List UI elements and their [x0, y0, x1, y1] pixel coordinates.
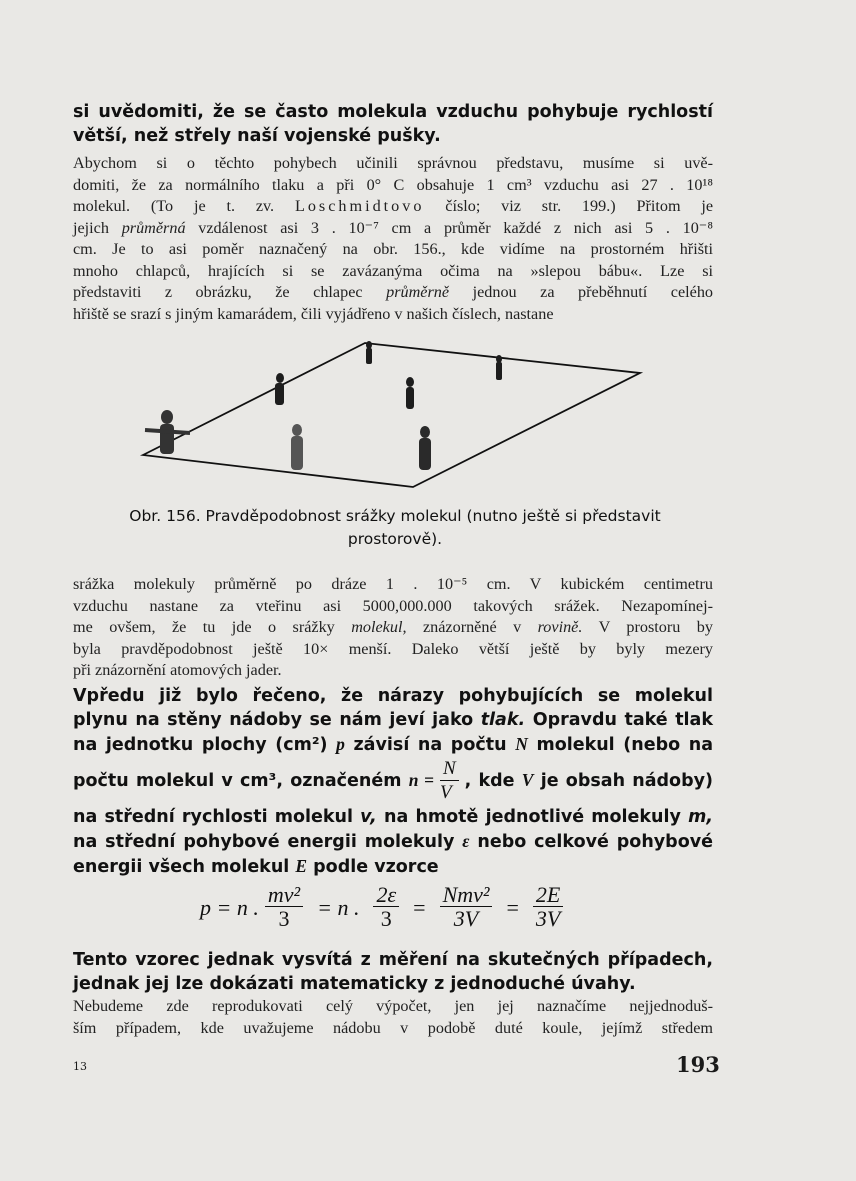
blindfolded-child [145, 410, 190, 454]
loschmidt-name: Loschmidtovo [294, 197, 425, 215]
text-line: vzduchu nastane za vteřinu asi 5000,000.000 takových srážek. Nezapomínej- [73, 596, 713, 615]
emphasis: tlak. [480, 710, 526, 730]
emphasis: m, [688, 806, 713, 827]
fraction-denominator: 3 [380, 906, 392, 931]
text-line [73, 854, 713, 879]
text-run: energii všech molekul [73, 856, 290, 877]
text-line [73, 829, 713, 854]
text-line: ším případem, kde uvažujeme nádobu v podobě duté koule, jejímž středem [73, 1018, 713, 1037]
fraction-numerator: N [440, 758, 459, 781]
text-line [73, 805, 713, 829]
math-variable: ε [462, 830, 470, 851]
text-line: srážka molekuly průměrně po dráze 1 . 10⁻⁵ cm. V kubickém centimetru [73, 575, 713, 593]
text-line: cm. Je to asi poměr naznačený na obr. 156., kde vidíme na prostorném hřišti [73, 240, 713, 258]
text-line [73, 708, 713, 732]
text-run: na hmotě jednotlivé molekuly [384, 806, 681, 827]
text-run: Opravdu také tlak [532, 710, 714, 730]
text-run: znázorněné v [422, 618, 522, 636]
child-figure [419, 426, 431, 470]
text-line [73, 196, 713, 218]
text-line: mnoho chlapců, hrajících si se zavázanýma očima na »slepou bábu«. Lze si [73, 261, 713, 280]
text-run: na střední pohybové energii molekuly [73, 831, 455, 852]
text-line: Tento vzorec jednak vysvítá z měření na skutečných případech, [73, 950, 713, 970]
formula-lhs: p = n . [200, 894, 259, 920]
emphasis: průměrná [121, 218, 186, 237]
printer-signature: 13 [73, 1060, 87, 1073]
paragraph-formula-proof [73, 948, 713, 996]
math-variable: p [336, 734, 345, 754]
text-line: byla pravděpodobnost ještě 10× menší. Daleko větší ještě by byly mezery [73, 639, 713, 658]
fraction-numerator: Nmv² [440, 884, 493, 907]
formula-equals-n: = n . [317, 894, 360, 920]
child-figure [291, 424, 303, 470]
caption-line: Obr. 156. Pravděpodobnost srážky molekul (nutno ještě si představit [129, 507, 661, 525]
fraction-numerator: mv² [265, 884, 303, 907]
page-number: 193 [676, 1052, 720, 1077]
child-figure [496, 355, 502, 380]
caption-line: prostorově). [347, 530, 443, 548]
child-figure [275, 373, 284, 405]
text-line [73, 757, 713, 805]
fraction-denominator: 3V [535, 906, 561, 931]
text-run: představiti z obrázku, že chlapec [73, 283, 363, 301]
text-run: jednou za přeběhnutí celého [472, 283, 714, 301]
fraction-2e-3v [533, 884, 563, 931]
text-line: jednak jej lze dokázati matematicky z jednoduché úvahy. [73, 974, 636, 994]
math-variable: V [521, 770, 534, 790]
paragraph-collisions [73, 574, 713, 682]
text-line: Abychom si o těchto pohybech učinili správnou představu, musíme si uvě- [73, 154, 713, 172]
text-run: číslo; viz str. 199.) Přitom je [445, 197, 714, 215]
child-figure [406, 377, 414, 409]
text-run: molekul (nebo na [536, 735, 714, 755]
text-run: molekul. (To je t. zv. [73, 197, 275, 215]
figure-caption [70, 505, 720, 551]
equals-sign: = [413, 894, 426, 920]
text-run: na jednotku plochy (cm²) [73, 735, 328, 755]
text-run: , kde [464, 771, 515, 791]
text-line: větší, než střely naší vojenské pušky. [73, 126, 441, 146]
text-line [73, 732, 713, 757]
emphasis: v, [360, 806, 377, 827]
playground-outline [143, 343, 640, 487]
equals-sign: = [506, 894, 519, 920]
text-run: závisí na počtu [353, 735, 507, 755]
text-run: na střední rychlosti molekul [73, 806, 353, 827]
text-run: vzdálenost asi 3 . 10⁻⁷ cm a průměr každé z nich asi 5 . 10⁻⁸ [198, 218, 713, 237]
text-run: počtu molekul v cm³, označeném [73, 771, 402, 791]
fraction-mv2-3 [265, 884, 303, 931]
text-line [73, 218, 713, 240]
text-run: me ovšem, že tu jde o srážky [73, 618, 335, 636]
paragraph-loschmidt [73, 153, 713, 325]
text-run: podle vzorce [313, 856, 439, 877]
child-figure [366, 341, 372, 364]
paragraph-sphere [73, 996, 713, 1039]
fraction-n-over-v [440, 758, 459, 805]
fraction-numerator: 2E [533, 884, 563, 907]
text-run: nebo celkové pohybové [477, 831, 714, 852]
fraction-denominator: 3 [278, 906, 290, 931]
fraction-denominator: V [439, 781, 452, 803]
text-line: hřiště se srazí s jiným kamarádem, čili vyjádřeno v našich číslech, nastane [73, 304, 554, 323]
text-run: plynu na stěny nádoby se nám jeví jako [73, 710, 474, 730]
text-line: domiti, že za normálního tlaku a při 0° C obsahuje 1 cm³ vzduchu asi 27 . 10¹⁸ [73, 175, 713, 194]
text-run: je obsah nádoby) [540, 771, 714, 791]
text-run: jejich [73, 218, 109, 237]
fraction-denominator: 3V [453, 906, 479, 931]
emphasis: molekul, [351, 618, 407, 636]
fraction-nmv2-3v [440, 884, 493, 931]
text-line: při znázornění atomových jader. [73, 661, 282, 679]
text-run: V prostoru by [598, 618, 713, 636]
fraction-numerator: 2ε [373, 884, 399, 907]
paragraph-pressure [73, 684, 713, 879]
playground-figure [135, 335, 645, 495]
fraction-2e-3 [373, 884, 399, 931]
emphasis: rovině. [537, 618, 583, 636]
text-line [73, 617, 713, 639]
math-variable: E [295, 855, 308, 876]
text-line: si uvědomiti, že se často molekula vzduchu pohybuje rychlostí [73, 102, 713, 122]
emphasis: průměrně [386, 283, 450, 301]
text-line: Vpředu již bylo řečeno, že nárazy pohybujících se molekul [73, 686, 713, 706]
intro-paragraph [73, 100, 713, 148]
text-line [73, 282, 713, 304]
math-variable: N [515, 734, 528, 754]
pressure-formula [200, 884, 620, 931]
math-expression: n = [408, 770, 434, 790]
text-line: Nebudeme zde reprodukovati celý výpočet, jen jej naznačíme nejjednoduš- [73, 997, 713, 1015]
